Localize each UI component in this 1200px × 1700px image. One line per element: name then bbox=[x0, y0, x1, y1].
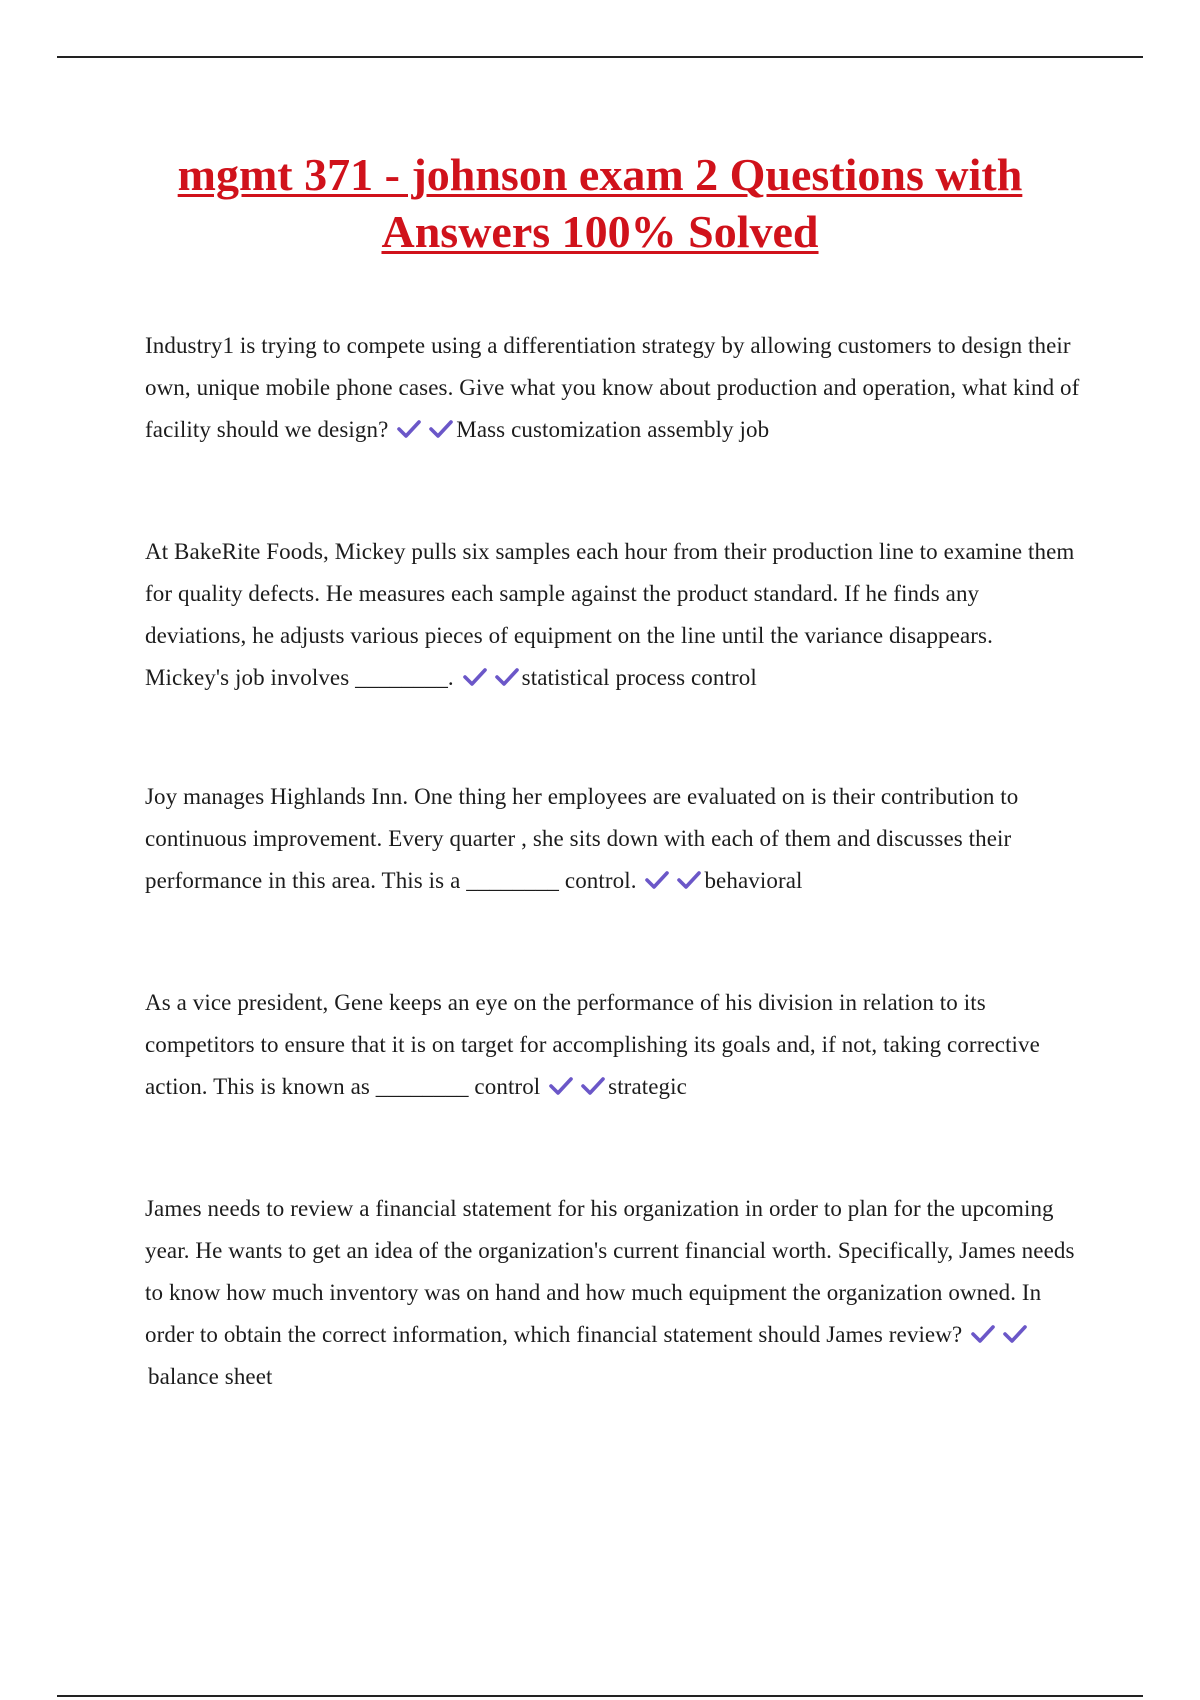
check-icon bbox=[495, 667, 519, 687]
question-text: Joy manages Highlands Inn. One thing her employees are evaluated on is their contribution to continuous improvement. Every quarter , she sits down with each of them and discusses their performance in this area. This is a ________ control. bbox=[145, 784, 1019, 893]
bottom-rule bbox=[57, 1695, 1143, 1697]
title-line-2: Answers 100% Solved bbox=[381, 206, 819, 257]
answer-text: Mass customization assembly job bbox=[456, 417, 770, 442]
answer-text: strategic bbox=[608, 1074, 687, 1099]
check-icon bbox=[397, 419, 421, 439]
qa-item bbox=[145, 531, 1080, 699]
qa-item bbox=[145, 982, 1080, 1108]
question-text: At BakeRite Foods, Mickey pulls six samples each hour from their production line to examine them for quality defects. He measures each sample against the product standard. If he finds any deviations, he adjusts various pieces of equipment on the line until the variance disappears. Mickey's job involves ________. bbox=[145, 539, 1075, 690]
check-icon bbox=[463, 667, 487, 687]
answer-text: statistical process control bbox=[521, 665, 757, 690]
check-icon bbox=[645, 870, 669, 890]
check-icon bbox=[677, 870, 701, 890]
check-icon bbox=[581, 1076, 605, 1096]
top-rule bbox=[57, 56, 1143, 58]
answer-text: behavioral bbox=[704, 868, 803, 893]
question-text: James needs to review a financial statement for his organization in order to plan for the upcoming year. He wants to get an idea of the organization's current financial worth. Specifically, James needs to know how much inventory was on hand and how much equipment the organization owned. In order to obtain the correct information, which financial statement should James review? bbox=[145, 1196, 1075, 1347]
qa-item bbox=[145, 1188, 1080, 1398]
answer-text: balance sheet bbox=[148, 1364, 273, 1389]
document-title bbox=[60, 146, 1140, 260]
check-icon bbox=[429, 419, 453, 439]
check-icon bbox=[971, 1324, 995, 1344]
title-line-1: mgmt 371 - johnson exam 2 Questions with bbox=[177, 149, 1023, 200]
check-icon bbox=[1003, 1324, 1027, 1344]
question-text: As a vice president, Gene keeps an eye on the performance of his division in relation to its competitors to ensure that it is on target for accomplishing its goals and, if not, taking corrective action. This is known as ________ control bbox=[145, 990, 1040, 1099]
question-text: Industry1 is trying to compete using a differentiation strategy by allowing customers to design their own, unique mobile phone cases. Give what you know about production and operation, what kind of facility should we design? bbox=[145, 333, 1080, 442]
check-icon bbox=[549, 1076, 573, 1096]
qa-item bbox=[145, 325, 1080, 451]
qa-item bbox=[145, 776, 1080, 902]
